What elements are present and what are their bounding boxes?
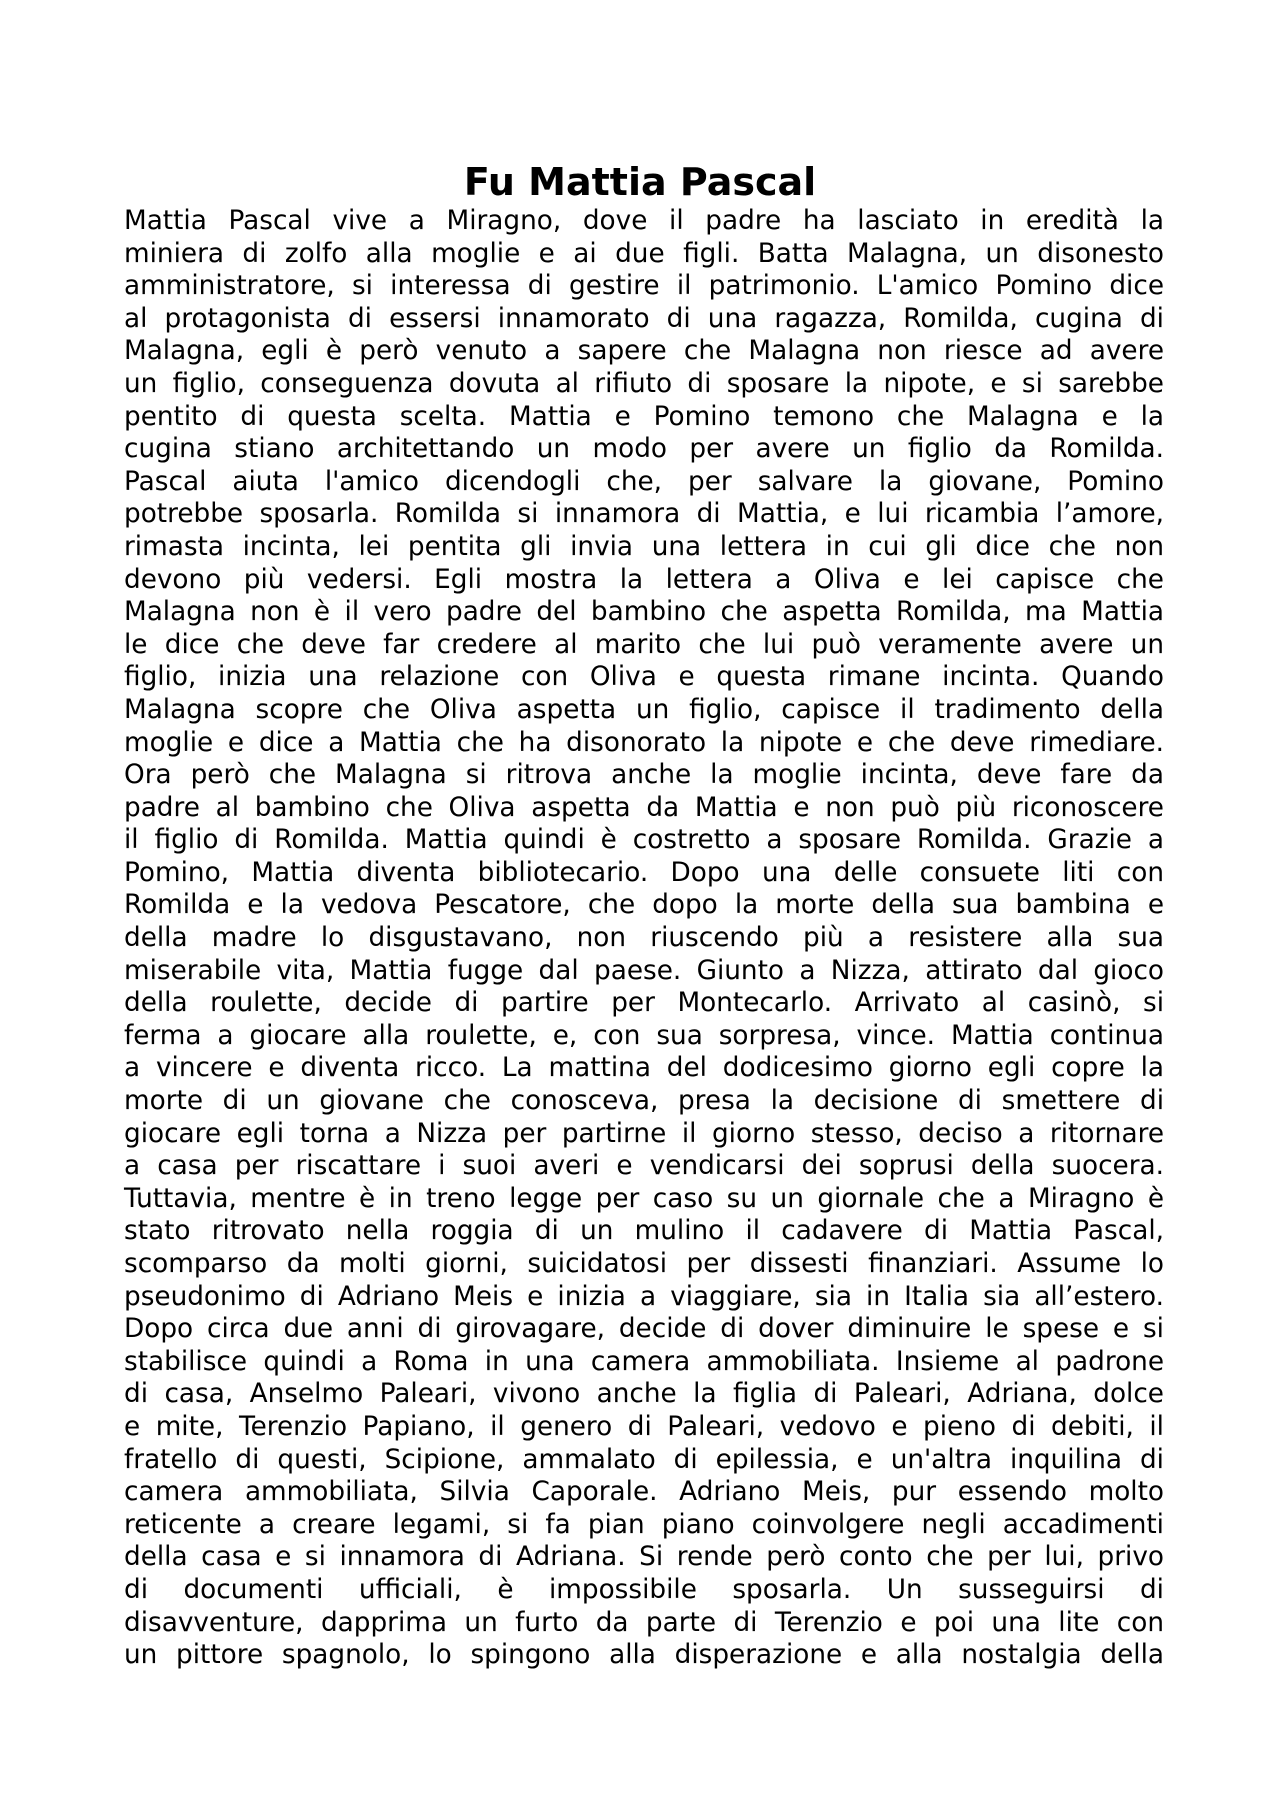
body-line: scomparso da molti giorni, suicidatosi per dissesti finanziari. Assume lo: [124, 1249, 1164, 1279]
body-line: Mattia Pascal vive a Miragno, dove il padre ha lasciato in eredità la: [124, 206, 1164, 236]
body-line: e mite, Terenzio Papiano, il genero di Paleari, vedovo e pieno di debiti, il: [124, 1411, 1164, 1442]
body-line: figlio, inizia una relazione con Oliva e questa rimane incinta. Quando: [124, 662, 1164, 693]
body-line: un figlio, conseguenza dovuta al rifiuto di sposare la nipote, e si sarebbe: [124, 368, 1164, 399]
body-line: di casa, Anselmo Paleari, vivono anche la figlia di Paleari, Adriana, dolce: [124, 1379, 1164, 1410]
body-line: di documenti ufficiali, è impossibile sposarla. Un susseguirsi di: [124, 1574, 1164, 1605]
body-line: camera ammobiliata, Silvia Caporale. Adriano Meis, pur essendo molto: [124, 1477, 1164, 1508]
body-line: disavventure, dapprima un furto da parte di Terenzio e poi una lite con: [124, 1607, 1164, 1638]
document-title: Fu Mattia Pascal: [463, 160, 817, 204]
body-line: Ora però che Malagna si ritrova anche la moglie incinta, deve fare da: [124, 760, 1164, 791]
body-line: un pittore spagnolo, lo spingono alla disperazione e alla nostalgia della: [124, 1640, 1164, 1671]
body-line: Malagna, egli è però venuto a sapere che Malagna non riesce ad avere: [124, 336, 1164, 367]
body-line: al protagonista di essersi innamorato di una ragazza, Romilda, cugina di: [124, 303, 1164, 334]
body-line: della madre lo disgustavano, non riuscendo più a resistere alla sua: [124, 923, 1164, 954]
body-line: a vincere e diventa ricco. La mattina del dodicesimo giorno egli copre la: [124, 1053, 1164, 1084]
body-line: ferma a giocare alla roulette, e, con sua sorpresa, vince. Mattia continua: [124, 1020, 1164, 1051]
body-line: reticente a creare legami, si fa pian piano coinvolgere negli accadimenti: [124, 1509, 1164, 1540]
body-line: della roulette, decide di partire per Montecarlo. Arrivato al casinò, si: [124, 988, 1164, 1019]
body-line: Pascal aiuta l'amico dicendogli che, per salvare la giovane, Pomino: [124, 466, 1164, 497]
body-line: le dice che deve far credere al marito che lui può veramente avere un: [124, 629, 1164, 660]
body-line: padre al bambino che Oliva aspetta da Mattia e non può più riconoscere: [124, 792, 1164, 823]
body-line: giocare egli torna a Nizza per partirne il giorno stesso, deciso a ritornare: [124, 1118, 1164, 1149]
body-line: stabilisce quindi a Roma in una camera ammobiliata. Insieme al padrone: [124, 1346, 1164, 1377]
body-line: della casa e si innamora di Adriana. Si rende però conto che per lui, privo: [124, 1542, 1164, 1573]
body-line: cugina stiano architettando un modo per avere un figlio da Romilda.: [124, 434, 1164, 465]
body-line: moglie e dice a Mattia che ha disonorato la nipote e che deve rimediare.: [124, 727, 1164, 758]
body-line: a casa per riscattare i suoi averi e vendicarsi dei soprusi della suocera.: [124, 1151, 1164, 1182]
body-line: Dopo circa due anni di girovagare, decide di dover diminuire le spese e si: [124, 1314, 1164, 1345]
body-line: il figlio di Romilda. Mattia quindi è costretto a sposare Romilda. Grazie a: [124, 825, 1164, 856]
body-line: Romilda e la vedova Pescatore, che dopo la morte della sua bambina e: [124, 890, 1164, 921]
body-line: morte di un giovane che conosceva, presa la decisione di smettere di: [124, 1086, 1164, 1117]
body-line: miserabile vita, Mattia fugge dal paese. Giunto a Nizza, attirato dal gioco: [124, 955, 1164, 986]
body-line: miniera di zolfo alla moglie e ai due figli. Batta Malagna, un disonesto: [124, 238, 1164, 269]
body-line: Malagna scopre che Oliva aspetta un figlio, capisce il tradimento della: [124, 694, 1164, 725]
document-body: [124, 205, 1164, 1672]
body-line: stato ritrovato nella roggia di un mulino il cadavere di Mattia Pascal,: [124, 1216, 1164, 1247]
body-line: pentito di questa scelta. Mattia e Pomino temono che Malagna e la: [124, 401, 1164, 432]
body-line: devono più vedersi. Egli mostra la lettera a Oliva e lei capisce che: [124, 564, 1164, 595]
body-line: Malagna non è il vero padre del bambino che aspetta Romilda, ma Mattia: [124, 597, 1164, 628]
body-line: rimasta incinta, lei pentita gli invia una lettera in cui gli dice che non: [124, 531, 1164, 562]
body-line: Pomino, Mattia diventa bibliotecario. Dopo una delle consuete liti con: [124, 857, 1164, 888]
body-line: amministratore, si interessa di gestire il patrimonio. L'amico Pomino dice: [124, 271, 1164, 302]
body-line: pseudonimo di Adriano Meis e inizia a viaggiare, sia in Italia sia all’estero.: [124, 1281, 1164, 1312]
body-line: fratello di questi, Scipione, ammalato di epilessia, e un'altra inquilina di: [124, 1444, 1164, 1475]
body-line: potrebbe sposarla. Romilda si innamora di Mattia, e lui ricambia l’amore,: [124, 499, 1164, 530]
body-line: Tuttavia, mentre è in treno legge per caso su un giornale che a Miragno è: [124, 1183, 1164, 1214]
